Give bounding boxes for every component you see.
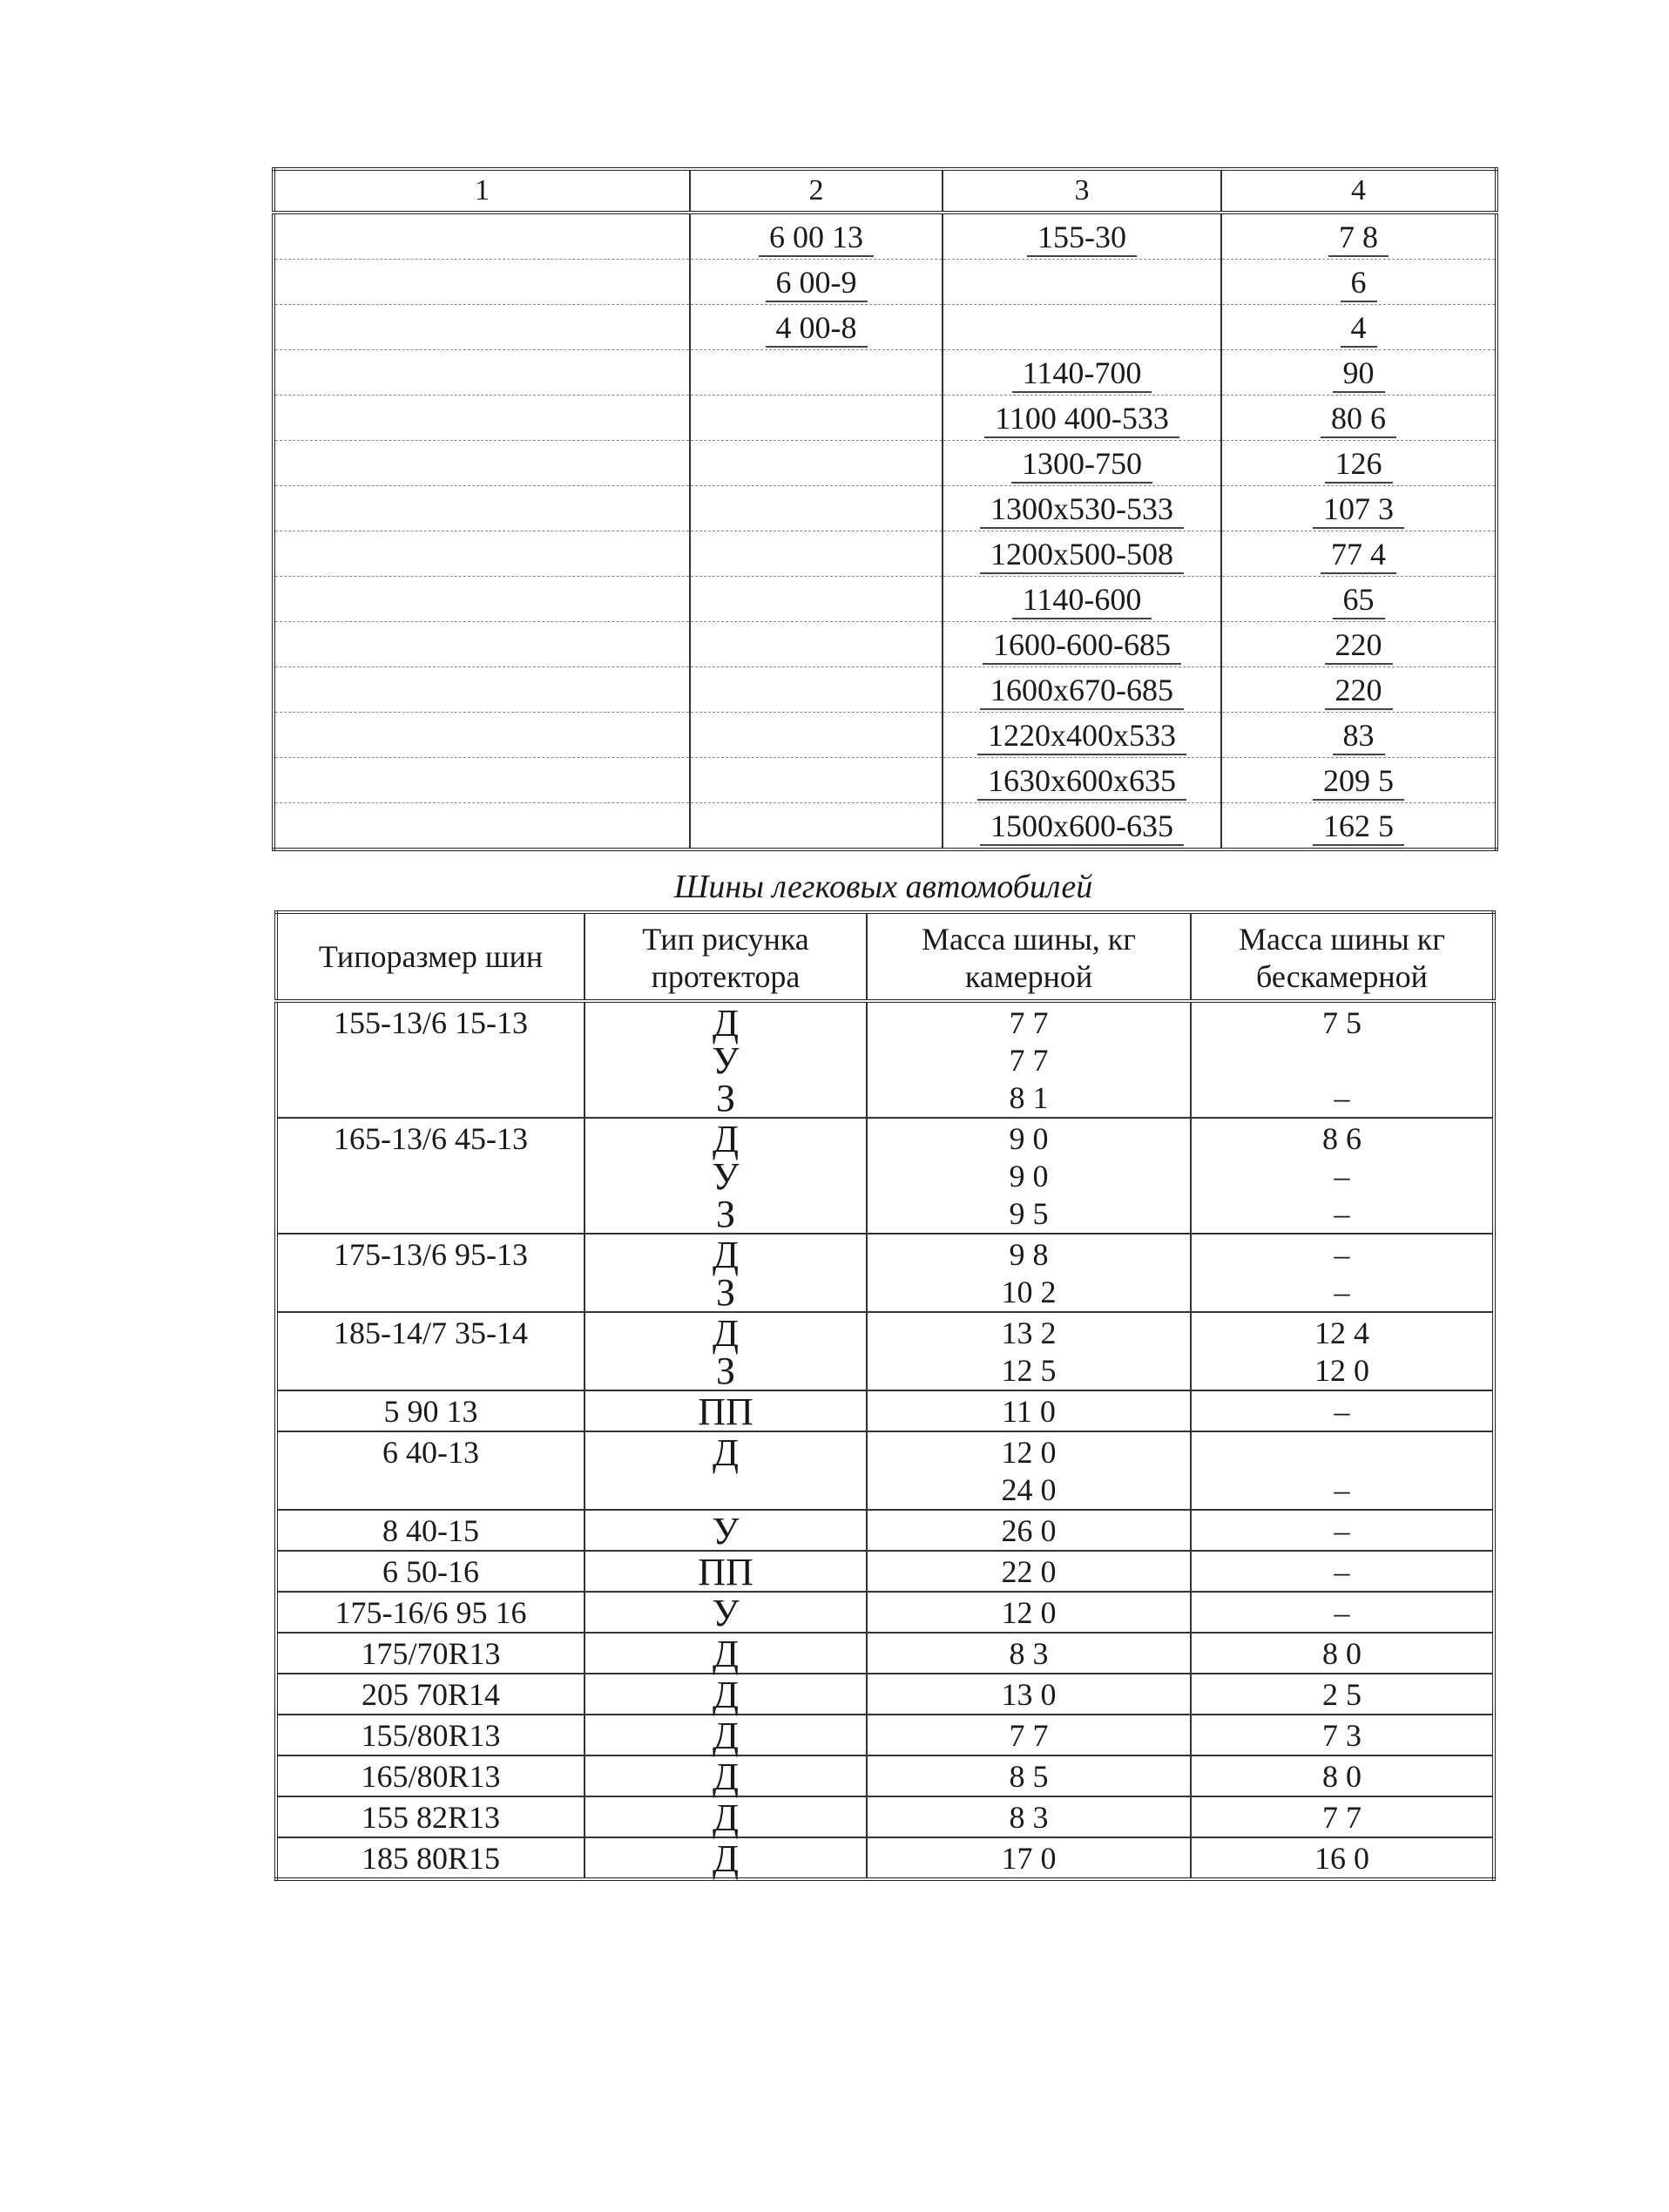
size-value: 205 70R14 (361, 1677, 500, 1712)
cell-tubeless (1191, 1674, 1494, 1715)
cell-value: 1500x600-635 (980, 809, 1184, 846)
chamber-value: 17 0 (1001, 1841, 1057, 1876)
table-row (274, 486, 1497, 531)
pattern-value: Д (712, 1118, 739, 1160)
table-cell (1221, 441, 1497, 486)
table-cell (274, 350, 690, 396)
table-row (276, 1837, 1494, 1879)
table-cell (690, 260, 943, 305)
pattern-value: У (712, 1510, 740, 1552)
pattern-value: Д (712, 1715, 739, 1757)
table-cell (274, 531, 690, 577)
table-cell (690, 396, 943, 441)
cell-value: 6 00 13 (759, 220, 874, 257)
cell-pattern (584, 1312, 867, 1390)
table-cell (690, 531, 943, 577)
chamber-value: 9 8 (1009, 1237, 1049, 1272)
table-cell (943, 758, 1221, 803)
cell-chamber (867, 1001, 1191, 1118)
table-row (276, 1551, 1494, 1592)
cell-pattern (584, 1510, 867, 1551)
table-row (276, 1796, 1494, 1837)
table-cell (1221, 577, 1497, 622)
table-row (274, 713, 1497, 758)
chamber-value: 12 5 (1001, 1353, 1057, 1388)
tubeless-value: – (1334, 1513, 1350, 1548)
table-cell (274, 486, 690, 531)
chamber-value: 9 0 (1009, 1121, 1049, 1156)
table-cell (943, 531, 1221, 577)
table-cell (690, 622, 943, 667)
cell-size (276, 1674, 584, 1715)
table-cell (1221, 531, 1497, 577)
table-cell (690, 486, 943, 531)
cell-chamber (867, 1390, 1191, 1431)
table-cell (690, 803, 943, 850)
cell-chamber (867, 1755, 1191, 1796)
pattern-value: З (715, 1271, 736, 1314)
cell-value: 126 (1325, 447, 1393, 484)
chamber-value: 7 7 (1009, 1043, 1049, 1078)
table-cell (1221, 350, 1497, 396)
table-row (276, 1118, 1494, 1234)
cell-value: 155-30 (1027, 220, 1137, 257)
table-cell (943, 803, 1221, 850)
pattern-value: З (715, 1077, 736, 1120)
table-cell (943, 350, 1221, 396)
size-value (278, 1195, 584, 1233)
table-row (276, 1234, 1494, 1312)
cell-value: 83 (1333, 719, 1385, 755)
header-chamber-mass (867, 912, 1191, 1001)
table-cell (690, 305, 943, 350)
header-chamber-line1: Масса шины, кг (921, 922, 1137, 957)
tubeless-value: – (1334, 1394, 1350, 1429)
table-row (274, 396, 1497, 441)
size-value: 175/70R13 (361, 1636, 501, 1671)
tubeless-value: – (1334, 1159, 1350, 1194)
table-row (276, 1633, 1494, 1674)
cell-chamber (867, 1234, 1191, 1312)
cell-pattern (584, 1755, 867, 1796)
table-row (276, 1674, 1494, 1715)
header-size (276, 912, 584, 1001)
table-row (274, 622, 1497, 667)
size-value: 185-14/7 35-14 (334, 1316, 528, 1350)
chamber-value: 13 2 (1001, 1316, 1057, 1350)
chamber-value: 8 3 (1009, 1636, 1049, 1671)
cell-size (276, 1592, 584, 1633)
table-cell (943, 713, 1221, 758)
size-value: 185 80R15 (361, 1841, 500, 1876)
table-row (276, 1312, 1494, 1390)
column-header: 4 (1221, 169, 1497, 213)
cell-tubeless (1191, 1633, 1494, 1674)
chamber-value: 7 7 (1009, 1005, 1049, 1040)
pattern-value: Д (712, 1674, 739, 1716)
passenger-car-tires-table (274, 910, 1496, 1881)
chamber-value: 13 0 (1001, 1677, 1057, 1712)
cell-chamber (867, 1674, 1191, 1715)
pattern-value: У (712, 1155, 740, 1198)
tubeless-value: 7 5 (1322, 1005, 1362, 1040)
size-value: 175-16/6 95 16 (334, 1595, 527, 1630)
table-cell (1221, 486, 1497, 531)
header-row (274, 169, 1497, 213)
cell-tubeless (1191, 1001, 1494, 1118)
chamber-value: 12 0 (1001, 1595, 1057, 1630)
size-value (278, 1042, 584, 1079)
cell-pattern (584, 1715, 867, 1755)
tubeless-value: 7 3 (1322, 1718, 1362, 1753)
pattern-value: Д (712, 1837, 739, 1880)
cell-size (276, 1796, 584, 1837)
cell-tubeless (1191, 1118, 1494, 1234)
header-tubeless-line2: бескамерной (1256, 959, 1428, 994)
pattern-value: У (712, 1039, 740, 1082)
cell-size (276, 1234, 584, 1312)
chamber-value: 10 2 (1001, 1275, 1057, 1309)
table-cell (1221, 213, 1497, 260)
cell-value: 1200x500-508 (980, 538, 1184, 574)
cell-value: 6 00-9 (766, 266, 868, 302)
tubeless-value: 8 6 (1322, 1121, 1362, 1156)
cell-chamber (867, 1633, 1191, 1674)
size-value (278, 1079, 584, 1117)
table-cell (274, 667, 690, 713)
cell-value: 65 (1333, 583, 1385, 619)
tubeless-value: – (1334, 1472, 1350, 1507)
cell-size (276, 1715, 584, 1755)
cell-pattern (584, 1001, 867, 1118)
cell-pattern (584, 1390, 867, 1431)
table-cell (690, 758, 943, 803)
cell-pattern (584, 1551, 867, 1592)
cell-value: 6 (1341, 266, 1377, 302)
table-cell (943, 213, 1221, 260)
cell-value: 1140-600 (1012, 583, 1152, 619)
table-row (276, 1390, 1494, 1431)
table-row (276, 1510, 1494, 1551)
table-cell (274, 622, 690, 667)
cell-tubeless (1191, 1234, 1494, 1312)
cell-chamber (867, 1592, 1191, 1633)
table-row (276, 1431, 1494, 1510)
table-row (276, 1001, 1494, 1118)
tubeless-value: – (1334, 1275, 1350, 1309)
cell-value: 1300-750 (1011, 447, 1152, 484)
pattern-value: З (715, 1193, 736, 1235)
pattern-value: Д (712, 1002, 739, 1045)
cell-tubeless (1191, 1551, 1494, 1592)
table-cell (690, 350, 943, 396)
table-cell (690, 667, 943, 713)
table-cell (274, 396, 690, 441)
table-cell (1221, 803, 1497, 850)
table-cell (274, 213, 690, 260)
table-cell (943, 622, 1221, 667)
cell-value: 1300x530-533 (980, 492, 1184, 529)
table-cell (943, 396, 1221, 441)
pattern-value: У (712, 1592, 740, 1634)
pattern-value: ПП (698, 1551, 753, 1593)
size-value: 6 40-13 (382, 1435, 479, 1470)
size-value: 165/80R13 (361, 1759, 501, 1794)
tubeless-value: 7 7 (1322, 1800, 1362, 1835)
tire-sizes-table (272, 167, 1498, 851)
size-value (278, 1352, 584, 1390)
cell-size (276, 1390, 584, 1431)
cell-value: 90 (1333, 356, 1385, 393)
cell-size (276, 1837, 584, 1879)
tubeless-value: 12 4 (1314, 1316, 1369, 1350)
table-row (274, 305, 1497, 350)
pattern-value: З (715, 1350, 736, 1392)
cell-tubeless (1191, 1390, 1494, 1431)
cell-tubeless (1191, 1431, 1494, 1510)
table-row (274, 260, 1497, 305)
pattern-value: Д (712, 1431, 739, 1474)
tubeless-value: – (1334, 1595, 1350, 1630)
size-value: 175-13/6 95-13 (334, 1237, 528, 1272)
cell-pattern (584, 1118, 867, 1234)
cell-size (276, 1755, 584, 1796)
header-pattern-line1: Тип рисунка (642, 922, 809, 957)
cell-pattern (584, 1431, 867, 1510)
table-cell (1221, 667, 1497, 713)
table-cell (1221, 396, 1497, 441)
table-row (274, 667, 1497, 713)
chamber-value: 8 5 (1009, 1759, 1049, 1794)
chamber-value: 9 5 (1009, 1196, 1049, 1231)
chamber-value: 9 0 (1009, 1159, 1049, 1194)
cell-size (276, 1001, 584, 1118)
chamber-value: 24 0 (1001, 1472, 1057, 1507)
pattern-value (585, 1471, 866, 1509)
cell-tubeless (1191, 1715, 1494, 1755)
cell-tubeless (1191, 1755, 1494, 1796)
cell-value: 80 6 (1321, 402, 1396, 438)
cell-value: 1600-600-685 (983, 628, 1181, 665)
table-cell (690, 577, 943, 622)
table-row (274, 577, 1497, 622)
table-cell (274, 577, 690, 622)
tubeless-value (1192, 1434, 1492, 1471)
chamber-value: 8 3 (1009, 1800, 1049, 1835)
tubeless-value: 16 0 (1314, 1841, 1369, 1876)
column-header: 2 (690, 169, 943, 213)
chamber-value: 11 0 (1002, 1394, 1056, 1429)
table-cell (274, 441, 690, 486)
cell-chamber (867, 1118, 1191, 1234)
size-value: 6 50-16 (382, 1554, 479, 1589)
cell-chamber (867, 1510, 1191, 1551)
cell-value: 209 5 (1313, 764, 1404, 801)
chamber-value: 12 0 (1001, 1435, 1057, 1470)
cell-chamber (867, 1715, 1191, 1755)
cell-size (276, 1431, 584, 1510)
cell-value: 4 00-8 (766, 311, 868, 348)
cell-chamber (867, 1431, 1191, 1510)
size-value: 155-13/6 15-13 (334, 1005, 528, 1040)
pattern-value: ПП (698, 1390, 753, 1433)
tubeless-value: 8 0 (1322, 1759, 1362, 1794)
cell-tubeless (1191, 1796, 1494, 1837)
header-tubeless-line1: Масса шины кг (1238, 922, 1446, 957)
cell-pattern (584, 1234, 867, 1312)
table-row (274, 350, 1497, 396)
table-row (274, 531, 1497, 577)
size-value (278, 1274, 584, 1311)
tubeless-value: 2 5 (1322, 1677, 1362, 1712)
size-value: 155 82R13 (361, 1800, 500, 1835)
cell-size (276, 1510, 584, 1551)
table-cell (1221, 713, 1497, 758)
cell-pattern (584, 1592, 867, 1633)
tubeless-value (1192, 1042, 1492, 1079)
table-row (276, 1755, 1494, 1796)
table-row (274, 758, 1497, 803)
tubeless-value: – (1334, 1237, 1350, 1272)
table-cell (274, 305, 690, 350)
header-pattern (584, 912, 867, 1001)
pattern-value: Д (712, 1796, 739, 1839)
cell-value: 162 5 (1313, 809, 1404, 846)
cell-value: 220 (1325, 628, 1393, 665)
table-cell (943, 667, 1221, 713)
tubeless-value: 8 0 (1322, 1636, 1362, 1671)
tubeless-value: 12 0 (1314, 1353, 1369, 1388)
cell-tubeless (1191, 1837, 1494, 1879)
table-caption: Шины легковых автомобилей (673, 869, 1093, 905)
cell-value: 1140-700 (1012, 356, 1152, 393)
cell-size (276, 1633, 584, 1674)
size-value: 155/80R13 (361, 1718, 501, 1753)
header-row (276, 912, 1494, 1001)
table-row (274, 213, 1497, 260)
chamber-value: 22 0 (1001, 1554, 1057, 1589)
cell-value: 107 3 (1313, 492, 1404, 529)
table-cell (943, 577, 1221, 622)
table-row (276, 1592, 1494, 1633)
table-row (274, 803, 1497, 850)
cell-tubeless (1191, 1312, 1494, 1390)
table-cell (1221, 758, 1497, 803)
cell-value: 7 8 (1328, 220, 1389, 257)
cell-pattern (584, 1796, 867, 1837)
cell-value: 1630x600x635 (977, 764, 1186, 801)
table-cell (690, 213, 943, 260)
table-cell (943, 260, 1221, 305)
table-cell (943, 441, 1221, 486)
size-value (278, 1471, 584, 1509)
cell-value: 1600x670-685 (980, 673, 1184, 710)
table-row (276, 1715, 1494, 1755)
table-cell (1221, 622, 1497, 667)
cell-value: 1220x400x533 (977, 719, 1186, 755)
table-cell (1221, 305, 1497, 350)
cell-chamber (867, 1837, 1191, 1879)
cell-value: 4 (1341, 311, 1377, 348)
cell-chamber (867, 1551, 1191, 1592)
table-cell (274, 803, 690, 850)
chamber-value: 8 1 (1009, 1080, 1049, 1115)
table-cell (274, 758, 690, 803)
cell-chamber (867, 1796, 1191, 1837)
tubeless-value: – (1334, 1554, 1350, 1589)
size-value (278, 1158, 584, 1195)
cell-size (276, 1118, 584, 1234)
cell-pattern (584, 1633, 867, 1674)
table-cell (1221, 260, 1497, 305)
table-cell (943, 486, 1221, 531)
cell-pattern (584, 1837, 867, 1879)
size-value: 8 40-15 (382, 1513, 479, 1548)
pattern-value: Д (712, 1633, 739, 1675)
cell-size (276, 1551, 584, 1592)
cell-value: 1100 400-533 (984, 402, 1179, 438)
table-cell (943, 305, 1221, 350)
column-header: 1 (274, 169, 690, 213)
chamber-value: 7 7 (1009, 1718, 1049, 1753)
pattern-value: Д (712, 1755, 739, 1798)
cell-value: 220 (1325, 673, 1393, 710)
header-size-label: Типоразмер шин (318, 938, 544, 974)
cell-value: 77 4 (1321, 538, 1396, 574)
pattern-value: Д (712, 1234, 739, 1276)
table-row (274, 441, 1497, 486)
table-cell (274, 713, 690, 758)
tubeless-value: – (1334, 1080, 1350, 1115)
pattern-value: Д (712, 1312, 739, 1355)
table-cell (274, 260, 690, 305)
table-cell (690, 713, 943, 758)
cell-pattern (584, 1674, 867, 1715)
table-cell (690, 441, 943, 486)
header-pattern-line2: протектора (651, 959, 801, 994)
header-chamber-line2: камерной (964, 959, 1093, 994)
cell-tubeless (1191, 1510, 1494, 1551)
header-tubeless-mass (1191, 912, 1494, 1001)
size-value: 5 90 13 (383, 1394, 478, 1429)
cell-tubeless (1191, 1592, 1494, 1633)
chamber-value: 26 0 (1001, 1513, 1057, 1548)
size-value: 165-13/6 45-13 (334, 1121, 528, 1156)
cell-size (276, 1312, 584, 1390)
column-header: 3 (943, 169, 1221, 213)
cell-chamber (867, 1312, 1191, 1390)
tubeless-value: – (1334, 1196, 1350, 1231)
